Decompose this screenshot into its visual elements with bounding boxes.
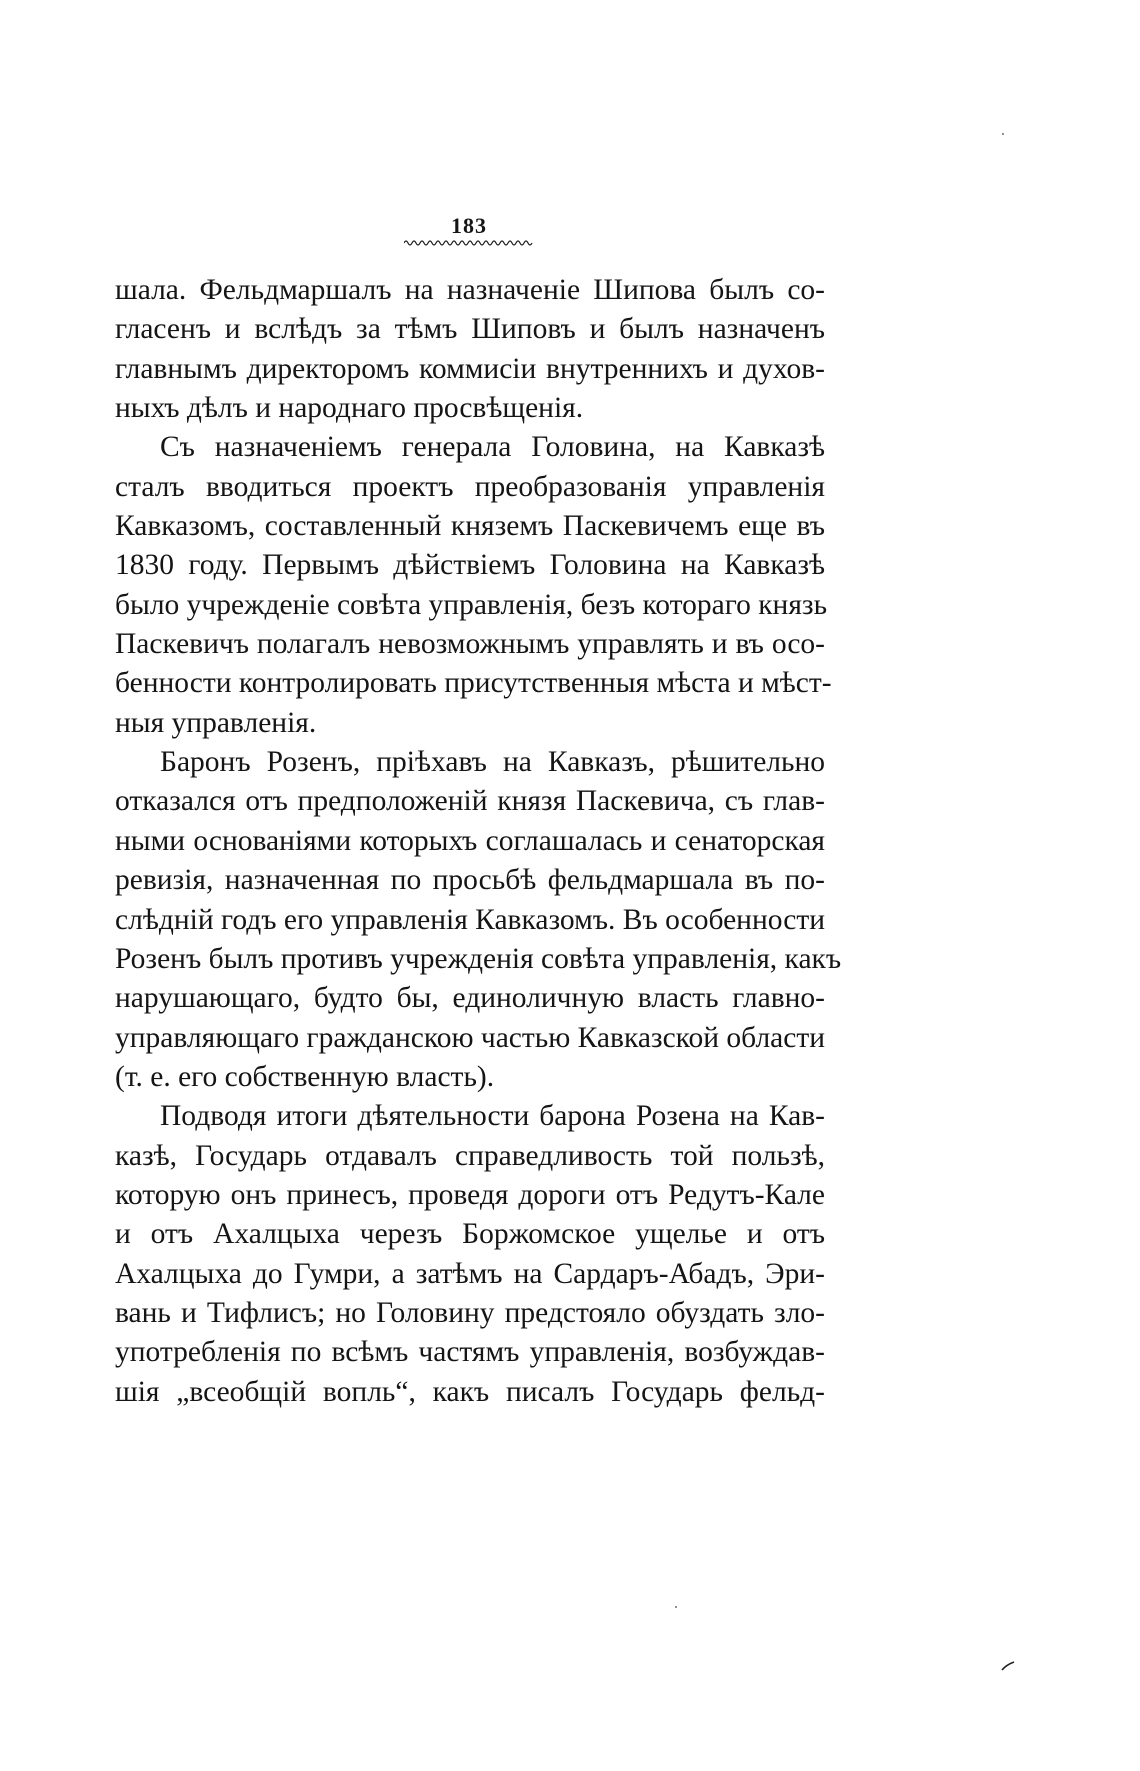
- text-line: было учрежденіе совѣта управленія, безъ котораго князь: [115, 588, 828, 621]
- text-line: ныхъ дѣлъ и народнаго просвѣщенія.: [115, 392, 584, 425]
- text-line: вань и Тифлисъ; но Головину предстояло обуздать зло-: [115, 1296, 825, 1329]
- text-line: шія „всеобщій вопль“, какъ писалъ Государь фельд-: [115, 1375, 825, 1408]
- text-line: ными основаніями которыхъ соглашалась и сенаторская: [115, 824, 825, 857]
- page-header: [404, 214, 534, 247]
- text-line: сталъ вводиться проектъ преобразованія управленія: [115, 470, 825, 503]
- margin-pen-mark: [1000, 1660, 1016, 1672]
- scan-speck: [675, 1606, 677, 1608]
- text-line: бенности контролировать присутственныя мѣста и мѣст-: [115, 667, 832, 700]
- text-line: нарушающаго, будто бы, единоличную власть главно-: [115, 982, 825, 1015]
- text-line: казѣ, Государь отдавалъ справедливость той пользѣ,: [115, 1139, 825, 1172]
- text-line: (т. е. его собственную власть).: [115, 1060, 495, 1093]
- wavy-underline-ornament: [404, 239, 534, 247]
- text-line: Подводя итоги дѣятельности барона Розена на Кав-: [160, 1100, 825, 1133]
- text-line: главнымъ директоромъ коммисіи внутреннихъ и духов-: [115, 352, 825, 385]
- text-line: ревизія, назначенная по просьбѣ фельдмаршала въ по-: [115, 864, 825, 897]
- text-line: Розенъ былъ противъ учрежденія совѣта управленія, какъ: [115, 942, 842, 975]
- text-line: отказался отъ предположеній князя Паскевича, съ глав-: [115, 785, 825, 818]
- text-line: употребленія по всѣмъ частямъ управленія, возбуждав-: [115, 1336, 825, 1369]
- text-line: ныя управленія.: [115, 706, 317, 739]
- text-line: Кавказомъ, составленный княземъ Паскевичемъ еще въ: [115, 510, 825, 543]
- text-line: гласенъ и вслѣдъ за тѣмъ Шиповъ и былъ назначенъ: [115, 313, 825, 346]
- text-line: управляющаго гражданскою частью Кавказской области: [115, 1021, 826, 1054]
- text-line: Ахалцыха до Гумри, а затѣмъ на Сардаръ-Абадъ, Эри-: [115, 1257, 825, 1290]
- text-line: шала. Фельдмаршалъ на назначеніе Шипова былъ со-: [115, 274, 825, 306]
- text-line: 1830 году. Первымъ дѣйствіемъ Головина на Кавказѣ: [115, 549, 825, 582]
- text-line: Паскевичъ полагалъ невозможнымъ управлять и въ осо-: [115, 628, 825, 661]
- text-line: Съ назначеніемъ генерала Головина, на Кавказѣ: [160, 431, 825, 464]
- body-text: [115, 271, 842, 1412]
- page-number: 183: [451, 213, 487, 238]
- text-line: и отъ Ахалцыха черезъ Боржомское ущелье и отъ: [115, 1218, 825, 1251]
- text-line: которую онъ принесъ, проведя дороги отъ Редутъ-Кале: [115, 1178, 825, 1211]
- text-line: Баронъ Розенъ, пріѣхавъ на Кавказъ, рѣшительно: [160, 746, 825, 779]
- text-line: слѣдній годъ его управленія Кавказомъ. Въ особенности: [115, 903, 825, 936]
- scan-speck: [1002, 133, 1004, 135]
